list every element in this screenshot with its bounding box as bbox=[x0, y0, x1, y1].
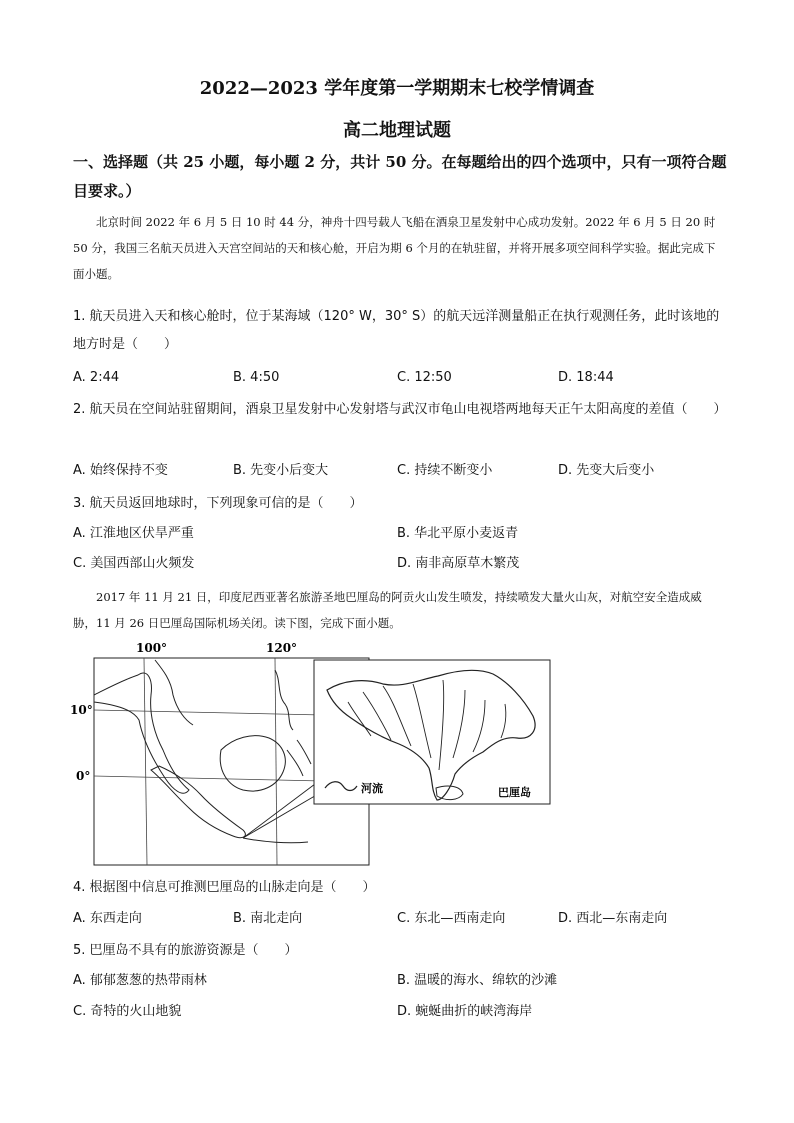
q5-option-c: C. 奇特的火山地貌 bbox=[73, 1004, 182, 1019]
q1-option-a: A. 2:44 bbox=[73, 370, 120, 385]
q1-option-c: C. 12:50 bbox=[397, 370, 452, 385]
q2-option-b: B. 先变小后变大 bbox=[233, 463, 329, 478]
lon-label-100: 100° bbox=[136, 641, 168, 655]
q5-option-b: B. 温暖的海水、绵软的沙滩 bbox=[397, 973, 558, 988]
q2-option-c: C. 持续不断变小 bbox=[397, 463, 493, 478]
q4-option-c: C. 东北—西南走向 bbox=[397, 911, 506, 926]
river-legend-label: 河流 bbox=[361, 782, 383, 795]
passage-1: 北京时间 2022 年 6 月 5 日 10 时 44 分，神舟十四号载人飞船在酒泉卫星发射中心成功发射。2022 年 6 月 5 日 20 时 50 分，我国三名航天员进入天宫空间站的天和核心舱，开启为期 6 个月的在轨驻留，并将开展多项空间科学实验。据此完成下面小题。 bbox=[73, 215, 716, 281]
q3-option-b: B. 华北平原小麦返青 bbox=[397, 526, 519, 541]
q5-option-d: D. 蜿蜒曲折的峡湾海岸 bbox=[397, 1004, 533, 1019]
lat-label-10: 10° bbox=[70, 703, 93, 717]
question-4-stem: 4. 根据图中信息可推测巴厘岛的山脉走向是（ ） bbox=[73, 880, 376, 895]
q1-option-d: D. 18:44 bbox=[558, 370, 614, 385]
exam-subtitle: 高二地理试题 bbox=[343, 120, 451, 141]
question-1-stem: 1. 航天员进入天和核心舱时，位于某海域（120° W，30° S）的航天远洋测量船正在执行观测任务，此时该地的地方时是（ ） bbox=[73, 309, 720, 352]
q3-option-c: C. 美国西部山火频发 bbox=[73, 556, 195, 571]
q2-option-a: A. 始终保持不变 bbox=[73, 463, 168, 478]
q2-option-d: D. 先变大后变小 bbox=[558, 463, 655, 478]
passage-2: 2017 年 11 月 21 日，印度尼西亚著名旅游圣地巴厘岛的阿贡火山发生喷发，持续喷发大量火山灰，对航空安全造成威胁，11 月 26 日巴厘岛国际机场关闭。读下图，完成下面小题。 bbox=[73, 590, 702, 630]
q3-option-d: D. 南非高原草木繁茂 bbox=[397, 556, 520, 571]
section-instruction: 一、选择题（共 25 小题，每小题 2 分，共计 50 分。在每题给出的四个选项中，只有一项符合题目要求。） bbox=[73, 153, 727, 200]
q4-option-b: B. 南北走向 bbox=[233, 911, 303, 926]
q3-option-a: A. 江淮地区伏旱严重 bbox=[73, 526, 194, 541]
question-2-stem: 2. 航天员在空间站驻留期间，酒泉卫星发射中心发射塔与武汉市龟山电视塔两地每天正午太阳高度的差值（ ） bbox=[73, 402, 727, 417]
lon-label-120: 120° bbox=[266, 641, 298, 655]
exam-title: 2022—2023 学年度第一学期期末七校学情调查 bbox=[199, 78, 595, 99]
q4-option-a: A. 东西走向 bbox=[73, 911, 142, 926]
q4-option-d: D. 西北—东南走向 bbox=[558, 911, 668, 926]
question-3-stem: 3. 航天员返回地球时，下列现象可信的是（ ） bbox=[73, 496, 363, 511]
q1-option-b: B. 4:50 bbox=[233, 370, 280, 385]
bali-location-map bbox=[70, 640, 553, 866]
question-5-stem: 5. 巴厘岛不具有的旅游资源是（ ） bbox=[73, 943, 298, 958]
bali-island-label: 巴厘岛 bbox=[498, 786, 531, 799]
q5-option-a: A. 郁郁葱葱的热带雨林 bbox=[73, 973, 207, 988]
lat-label-0: 0° bbox=[76, 769, 91, 783]
